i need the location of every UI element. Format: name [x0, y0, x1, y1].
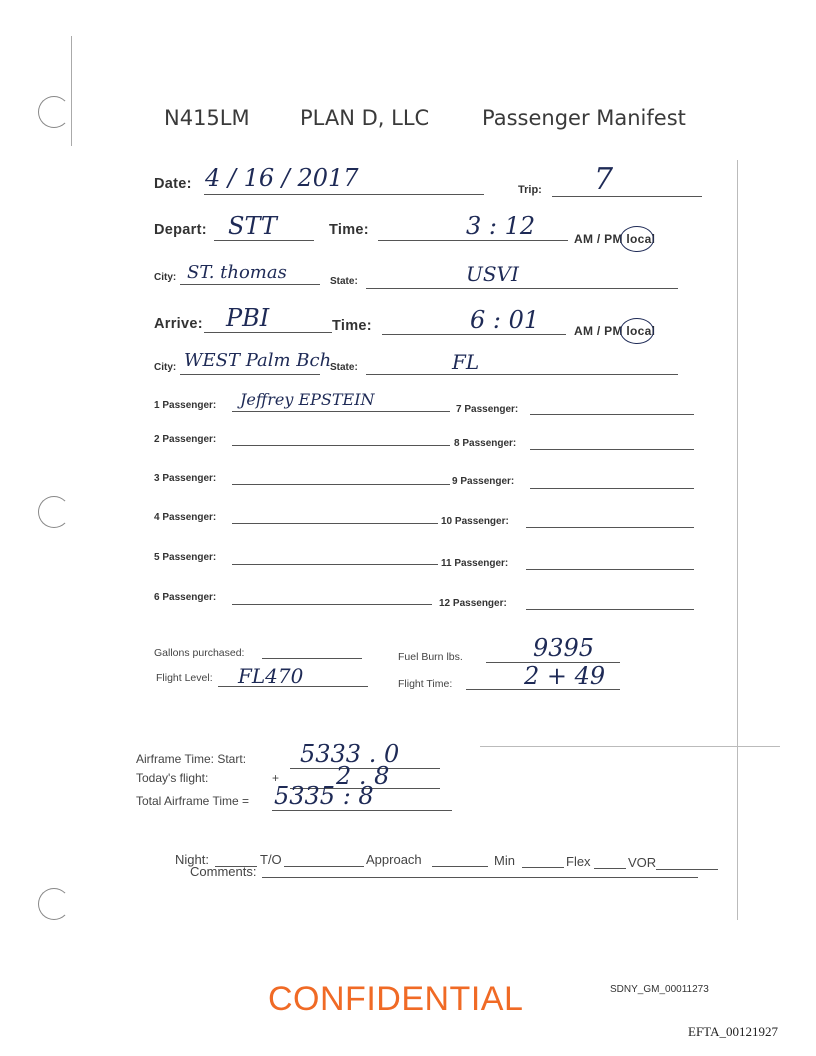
date-label: Date: — [154, 176, 192, 192]
arrive-city-value: WEST Palm Bch — [184, 350, 332, 371]
flight-time-value: 2 + 49 — [524, 662, 606, 690]
passenger-12-label: 12 Passenger: — [439, 598, 507, 609]
passenger-4-label: 4 Passenger: — [154, 512, 217, 523]
flex-label: Flex — [566, 854, 591, 869]
efta-number: EFTA_00121927 — [688, 1024, 778, 1039]
trip-label: Trip: — [518, 184, 542, 196]
depart-value: STT — [228, 212, 277, 240]
binder-hole-top — [38, 96, 70, 128]
tail-number: N415LM — [164, 106, 250, 130]
fuel-burn-value: 9395 — [533, 634, 595, 662]
company-name: PLAN D, LLC — [300, 106, 430, 130]
passenger-2-label: 2 Passenger: — [154, 434, 217, 445]
arrive-value: PBI — [226, 304, 270, 332]
depart-city-label: City: — [154, 272, 177, 283]
passenger-6-label: 6 Passenger: — [154, 592, 217, 603]
to-label: T/O — [260, 852, 282, 867]
passenger-5-label: 5 Passenger: — [154, 552, 217, 563]
night-label: Night: — [175, 852, 209, 867]
todays-flight-label: Today's flight: — [136, 771, 209, 785]
passenger-7-label: 7 Passenger: — [456, 404, 519, 415]
passenger-9-label: 9 Passenger: — [452, 476, 515, 487]
bates-number: SDNY_GM_00011273 — [610, 984, 709, 995]
binder-hole-middle — [38, 496, 70, 528]
arrive-state-value: FL — [452, 350, 480, 374]
binder-hole-bottom — [38, 888, 70, 920]
todays-flight-value: 2 . 8 — [336, 762, 390, 790]
passenger-1-name: Jeffrey EPSTEIN — [240, 390, 375, 409]
pm-circle-arrive — [620, 318, 654, 344]
depart-city-value: ST. thomas — [187, 262, 287, 283]
plus-sign: + — [272, 771, 280, 785]
arrive-ampm-label: AM / PM local — [574, 324, 656, 338]
depart-time-label: Time: — [329, 222, 369, 238]
depart-ampm-label: AM / PM local — [574, 232, 656, 246]
depart-state-value: USVI — [466, 262, 519, 286]
fuel-burn-label: Fuel Burn lbs. — [398, 651, 463, 663]
arrive-state-label: State: — [330, 362, 358, 373]
min-label: Min — [494, 853, 515, 868]
passenger-1-label: 1 Passenger: — [154, 400, 217, 411]
pm-circle-depart — [620, 226, 654, 252]
flight-time-label: Flight Time: — [398, 678, 453, 690]
passenger-10-label: 10 Passenger: — [441, 516, 509, 527]
trip-value: 7 — [594, 162, 614, 197]
passenger-11-label: 11 Passenger: — [441, 558, 509, 569]
arrive-time-label: Time: — [332, 318, 372, 334]
depart-label: Depart: — [154, 222, 207, 238]
passenger-3-label: 3 Passenger: — [154, 473, 217, 484]
arrive-time-value: 6 : 01 — [470, 306, 540, 334]
date-value: 4 / 16 / 2017 — [205, 164, 359, 192]
depart-state-label: State: — [330, 276, 358, 287]
airframe-start-value: 5333 . 0 — [300, 740, 400, 768]
total-airframe-label: Total Airframe Time = — [136, 794, 250, 808]
flight-level-label: Flight Level: — [156, 672, 213, 684]
total-airframe-value: 5335 : 8 — [274, 782, 374, 810]
flight-level-value: FL470 — [238, 664, 304, 688]
approach-label: Approach — [366, 852, 422, 867]
depart-time-value: 3 : 12 — [466, 212, 536, 240]
margin-mark — [71, 36, 72, 146]
form-title: Passenger Manifest — [482, 106, 686, 130]
confidential-watermark: CONFIDENTIAL — [268, 980, 524, 1018]
vor-label: VOR — [628, 855, 657, 870]
scan-crease-line — [480, 746, 780, 747]
gallons-label: Gallons purchased: — [154, 647, 245, 659]
arrive-city-label: City: — [154, 362, 177, 373]
form-right-border — [737, 160, 738, 920]
arrive-label: Arrive: — [154, 316, 203, 332]
passenger-8-label: 8 Passenger: — [454, 438, 517, 449]
comments-label: Comments: — [190, 864, 257, 879]
airframe-start-label: Airframe Time: Start: — [136, 752, 247, 766]
